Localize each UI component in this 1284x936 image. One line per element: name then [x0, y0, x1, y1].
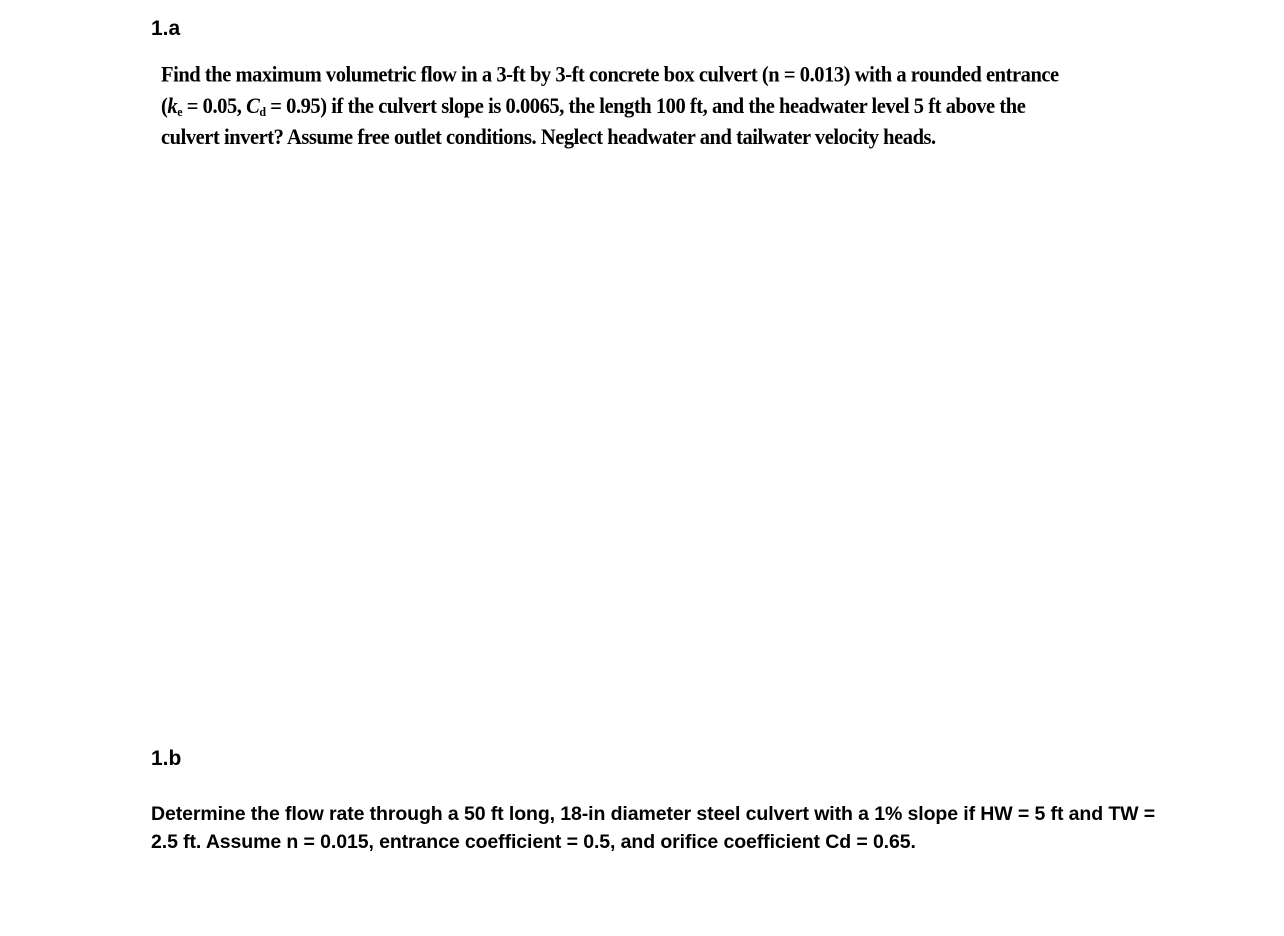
- problem-1a-text: [161, 60, 1161, 154]
- problem-1a-line-2: ($k_e = 0.05$, $C_d = 0.95$) if the culvert slope is 0.0065, the length 100 ft, and the headwater level 5 ft above the: [161, 94, 1026, 120]
- problem-1b-label: 1.b: [151, 747, 182, 770]
- problem-1b-line-1: Determine the flow rate through a 50 ft long, 18-in diameter steel culvert with a 1% slope if HW = 5 ft and TW =: [151, 803, 1156, 825]
- problem-1b-line-2: 2.5 ft. Assume n = 0.015, entrance coefficient = 0.5, and orifice coefficient Cd = 0.65.: [151, 831, 916, 853]
- problem-1a-label: 1.a: [151, 17, 181, 40]
- problem-1a-line-3: culvert invert? Assume free outlet conditions. Neglect headwater and tailwater velocity heads.: [161, 125, 936, 150]
- problem-1a-line-1: Find the maximum volumetric flow in a 3-ft by 3-ft concrete box culvert (n = 0.013) with a rounded entrance: [161, 63, 1059, 87]
- problem-1b-text: [151, 800, 1251, 856]
